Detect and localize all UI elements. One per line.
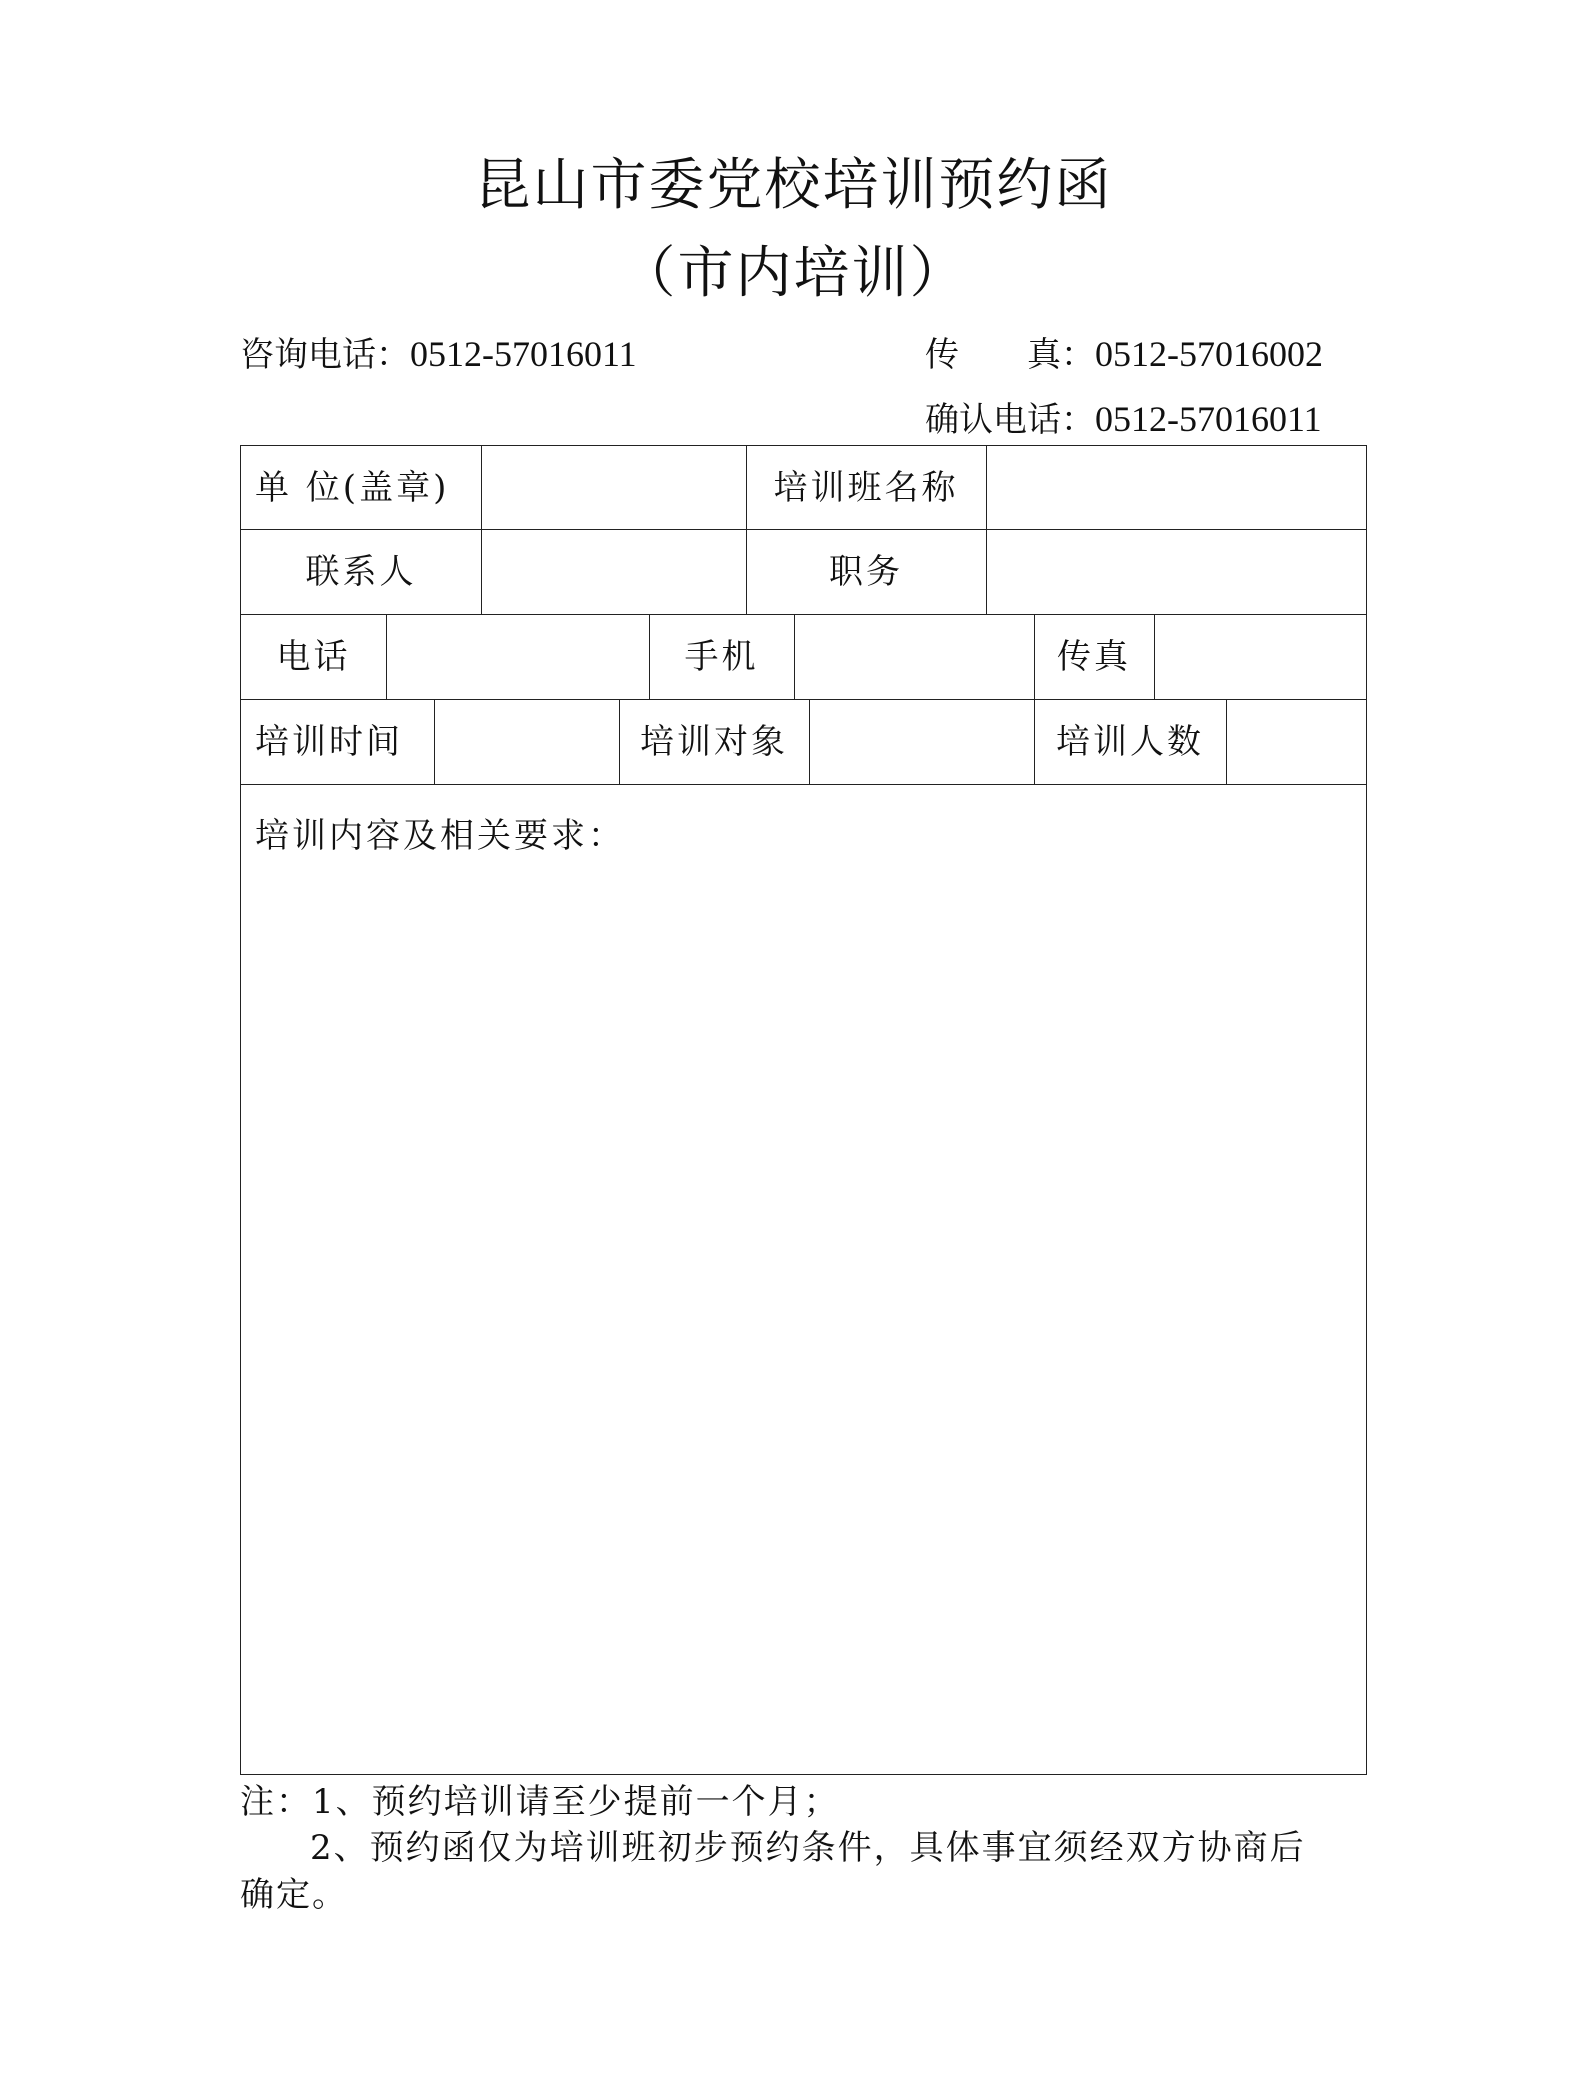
training-content-field[interactable]: [241, 784, 1366, 1774]
fax-label: 传 真：: [925, 335, 1095, 375]
fax-field-label: 传真: [1057, 636, 1131, 677]
reservation-form-table: [240, 445, 1367, 1775]
fax-number: [925, 334, 1323, 375]
training-target-label: 培训对象: [640, 721, 788, 762]
confirm-phone-label: 确认电话：: [925, 400, 1095, 440]
confirm-phone: [925, 399, 1322, 440]
document-subtitle: （市内培训）: [619, 241, 968, 306]
training-target-field[interactable]: [810, 699, 1034, 784]
consult-phone: [240, 334, 637, 375]
note-2: 2、预约函仅为培训班初步预约条件，具体事宜须经双方协商后: [310, 1828, 1306, 1868]
consult-phone-value: 0512-57016011: [410, 334, 637, 374]
document-title: 昆山市委党校培训预约函: [474, 153, 1113, 218]
fax-field[interactable]: [1155, 614, 1367, 699]
position-label: 职务: [829, 551, 903, 592]
class-name-label: 培训班名称: [773, 467, 959, 508]
mobile-field[interactable]: [795, 614, 1034, 699]
training-content-label: 培训内容及相关要求：: [255, 816, 625, 856]
fax-value: 0512-57016002: [1095, 334, 1323, 374]
training-count-label: 培训人数: [1056, 721, 1204, 762]
confirm-phone-value: 0512-57016011: [1095, 399, 1322, 439]
unit-field[interactable]: [482, 446, 746, 529]
position-field[interactable]: [987, 529, 1367, 614]
note-1: 注：1、预约培训请至少提前一个月；: [240, 1782, 840, 1822]
training-count-field[interactable]: [1227, 699, 1367, 784]
note-2-continued: 确定。: [240, 1875, 348, 1915]
consult-phone-label: 咨询电话：: [240, 335, 410, 375]
phone-field[interactable]: [387, 614, 649, 699]
contact-person-field[interactable]: [482, 529, 746, 614]
class-name-field[interactable]: [987, 446, 1367, 529]
mobile-label: 手机: [684, 636, 759, 677]
phone-label: 电话: [276, 636, 351, 677]
unit-label: 单 位(盖章): [255, 467, 450, 508]
contact-person-label: 联系人: [305, 551, 417, 592]
training-time-label: 培训时间: [255, 721, 403, 762]
training-time-field[interactable]: [435, 699, 619, 784]
